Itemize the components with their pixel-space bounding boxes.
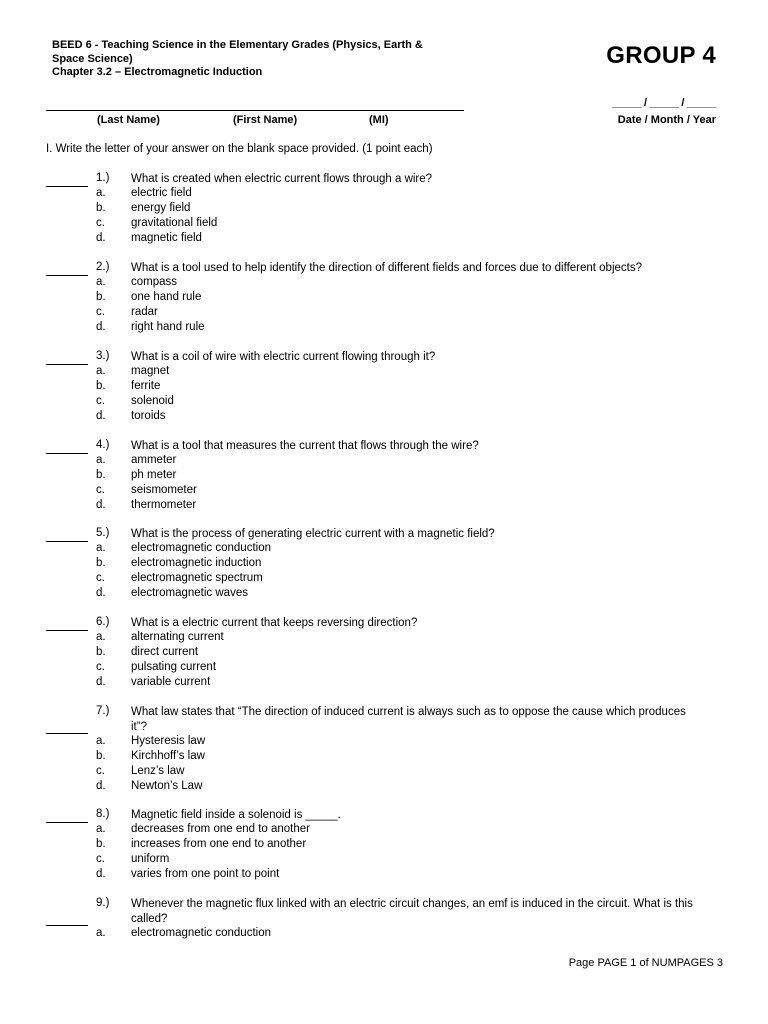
question-number: 4.) (96, 439, 110, 451)
option-text: ph meter (131, 469, 177, 481)
date-label: Date / Month / Year (617, 114, 716, 126)
option-letter: b. (96, 291, 106, 303)
question-text: Whenever the magnetic flux linked with an electric circuit changes, an emf is induced in the circuit. What is this called? (131, 898, 693, 925)
option-text: toroids (131, 410, 166, 422)
date-blanks: _____ / _____ / _____ (612, 97, 716, 109)
answer-blank (46, 925, 88, 926)
option-text: alternating current (131, 631, 224, 643)
answer-blank (46, 630, 88, 631)
first-name-label: (First Name) (233, 114, 298, 126)
option-text: pulsating current (131, 661, 217, 673)
option-text: electromagnetic induction (131, 557, 262, 569)
option-text: Lenz’s law (131, 765, 185, 777)
option-letter: b. (96, 750, 106, 762)
option-text: energy field (131, 202, 191, 214)
option-text: increases from one end to another (131, 838, 307, 850)
question-number: 1.) (96, 172, 110, 184)
option-text: electromagnetic conduction (131, 542, 271, 554)
answer-blank (46, 453, 88, 454)
option-text: radar (131, 306, 158, 318)
option-text: Kirchhoff’s law (131, 750, 205, 762)
option-letter: a. (96, 927, 106, 939)
question-number: 2.) (96, 261, 110, 273)
option-letter: c. (96, 217, 105, 229)
option-letter: d. (96, 587, 106, 599)
option-text: magnet (131, 365, 170, 377)
option-letter: a. (96, 187, 106, 199)
answer-blank (46, 733, 88, 734)
option-text: uniform (131, 853, 170, 865)
question-text: What is a tool that measures the current that flows through the wire? (131, 440, 479, 452)
option-text: variable current (131, 676, 211, 688)
question-number: 5.) (96, 527, 110, 539)
option-letter: c. (96, 572, 105, 584)
option-letter: d. (96, 499, 106, 511)
option-text: electric field (131, 187, 192, 199)
option-text: Newton’s Law (131, 780, 203, 792)
option-letter: b. (96, 646, 106, 658)
option-letter: a. (96, 735, 106, 747)
option-letter: b. (96, 469, 106, 481)
option-text: solenoid (131, 395, 174, 407)
option-text: thermometer (131, 499, 197, 511)
answer-blank (46, 822, 88, 823)
option-letter: a. (96, 823, 106, 835)
option-letter: a. (96, 454, 106, 466)
question-number: 9.) (96, 897, 110, 909)
option-letter: a. (96, 365, 106, 377)
question-text: What is created when electric current flows through a wire? (131, 173, 433, 185)
option-letter: d. (96, 232, 106, 244)
instructions: I. Write the letter of your answer on the blank space provided. (1 point each) (46, 143, 433, 155)
question-text: What is a electric current that keeps reversing direction? (131, 617, 418, 629)
question-text: What is the process of generating electric current with a magnetic field? (131, 528, 495, 540)
option-text: one hand rule (131, 291, 202, 303)
option-text: electromagnetic conduction (131, 927, 271, 939)
option-letter: d. (96, 676, 106, 688)
option-letter: c. (96, 661, 105, 673)
course-title-line1: BEED 6 - Teaching Science in the Elementary Grades (Physics, Earth & (52, 39, 423, 51)
question-number: 3.) (96, 350, 110, 362)
question-number: 6.) (96, 616, 110, 628)
answer-blank (46, 186, 88, 187)
option-letter: d. (96, 410, 106, 422)
option-letter: b. (96, 380, 106, 392)
option-text: right hand rule (131, 321, 205, 333)
option-text: gravitational field (131, 217, 218, 229)
option-letter: a. (96, 276, 106, 288)
answer-blank (46, 541, 88, 542)
option-letter: d. (96, 321, 106, 333)
middle-initial-label: (MI) (369, 114, 389, 126)
answer-blank (46, 275, 88, 276)
question-text: Magnetic field inside a solenoid is _____. (131, 809, 341, 821)
option-letter: c. (96, 765, 105, 777)
question-text: What is a coil of wire with electric current flowing through it? (131, 351, 436, 363)
course-header (52, 39, 472, 80)
option-text: magnetic field (131, 232, 202, 244)
question-text: What is a tool used to help identify the direction of different fields and forces due to different objects? (131, 262, 642, 274)
option-letter: b. (96, 838, 106, 850)
option-letter: c. (96, 306, 105, 318)
option-text: electromagnetic waves (131, 587, 248, 599)
option-text: direct current (131, 646, 199, 658)
option-letter: c. (96, 395, 105, 407)
page-footer: Page PAGE 1 of NUMPAGES 3 (568, 957, 723, 969)
option-letter: d. (96, 868, 106, 880)
last-name-label: (Last Name) (97, 114, 160, 126)
question-text: What law states that “The direction of induced current is always such as to oppose the cause which produces it”? (131, 706, 686, 733)
option-letter: c. (96, 484, 105, 496)
option-letter: c. (96, 853, 105, 865)
option-text: electromagnetic spectrum (131, 572, 263, 584)
option-letter: a. (96, 542, 106, 554)
option-letter: b. (96, 557, 106, 569)
option-letter: a. (96, 631, 106, 643)
option-letter: d. (96, 780, 106, 792)
option-text: compass (131, 276, 178, 288)
option-text: ammeter (131, 454, 177, 466)
question-number: 8.) (96, 808, 110, 820)
name-underline (46, 110, 464, 111)
group-title: GROUP 4 (606, 42, 716, 69)
option-text: decreases from one end to another (131, 823, 311, 835)
question-number: 7.) (96, 705, 110, 717)
answer-blank (46, 364, 88, 365)
option-letter: b. (96, 202, 106, 214)
option-text: varies from one point to point (131, 868, 280, 880)
option-text: seismometer (131, 484, 197, 496)
course-title-line2: Space Science) (52, 52, 133, 65)
chapter-title: Chapter 3.2 – Electromagnetic Induction (52, 66, 263, 78)
option-text: Hysteresis law (131, 735, 206, 747)
option-text: ferrite (131, 380, 161, 392)
